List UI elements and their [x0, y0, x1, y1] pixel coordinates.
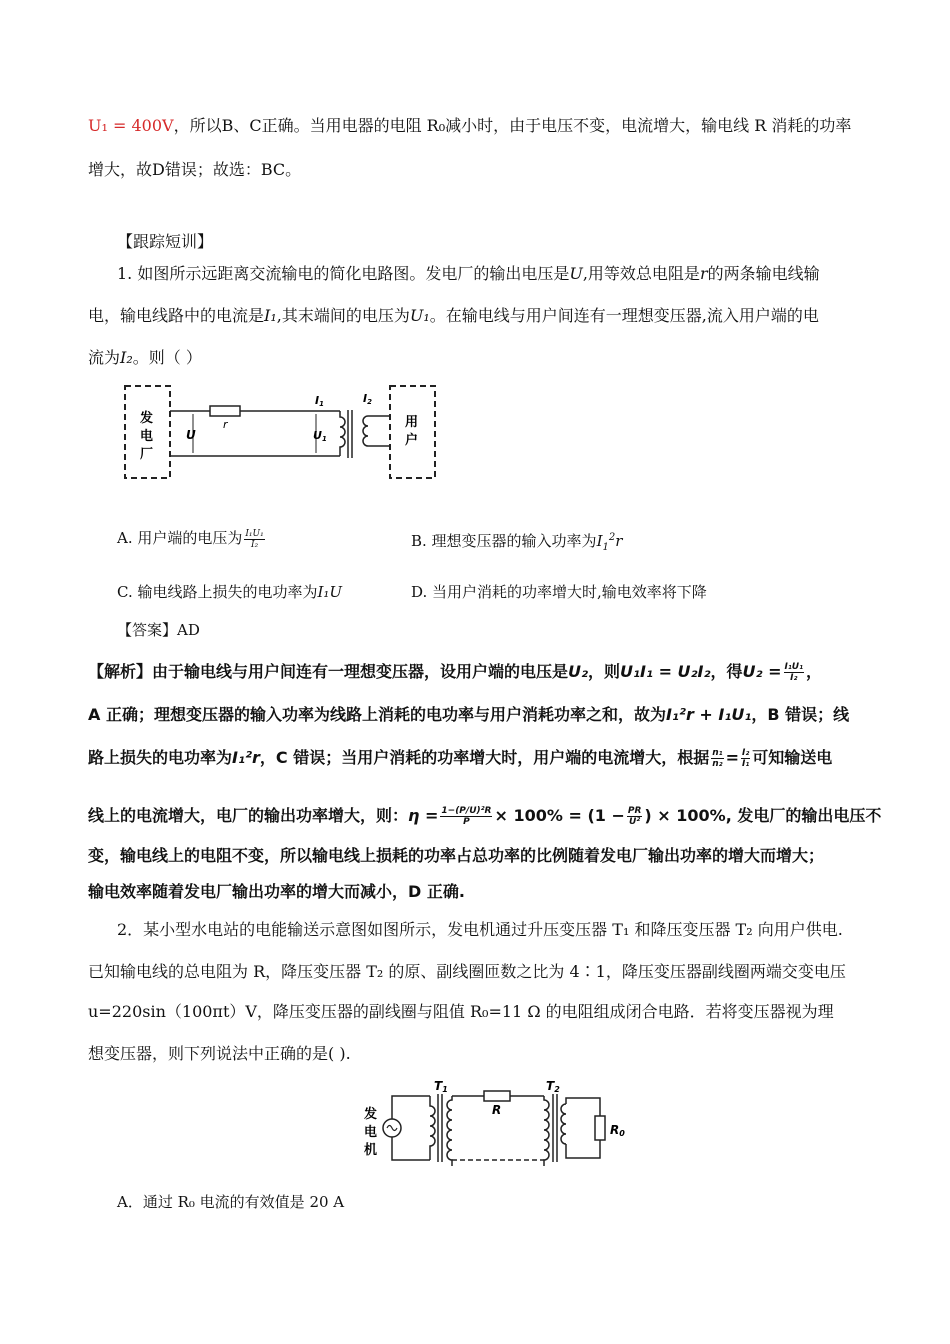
plant-label-1: 发 — [140, 411, 154, 426]
u1-expression: U₁ = 400V — [88, 116, 174, 135]
q2-line-3: u=220sin（100πt）V，降压变压器的副线圈与阻值 R₀=11 Ω 的电阻组成闭合电路．若将变压器视为理 — [88, 1002, 834, 1021]
t2-label: T2 — [546, 1079, 560, 1094]
section-title: 【跟踪短训】 — [117, 232, 214, 251]
resistor-r-label: r — [223, 418, 228, 431]
symbol-i2: I₂ — [120, 348, 133, 367]
t2-primary-coil — [544, 1096, 549, 1166]
analysis-line-5: 变，输电线上的电阻不变，所以输电线上损耗的功率占总功率的比例随着发电厂输出功率的增大而增大； — [88, 846, 825, 865]
load-resistor-r0 — [595, 1116, 605, 1140]
analysis-line-2: A 正确；理想变压器的输入功率为线路上消耗的电功率与用户消耗功率之和，故为I₁²r + I₁U₁，B 错误；线 — [88, 705, 850, 724]
current-i1-label: I1 — [315, 394, 324, 408]
q1-text: 。则（ ） — [132, 348, 202, 367]
symbol-u1: U₁ — [409, 306, 430, 325]
symbol-i1: I₁ — [264, 306, 277, 325]
voltage-u1-label: U1 — [313, 429, 327, 443]
q1-text: 1. 如图所示远距离交流输电的简化电路图。发电厂的输出电压是 — [117, 264, 570, 283]
line-resistor-r — [484, 1091, 510, 1101]
t2-secondary-coil — [561, 1104, 566, 1144]
q1-option-a — [117, 528, 267, 550]
t1-secondary-coil — [447, 1096, 452, 1166]
voltage-u-label: U — [186, 428, 196, 442]
option-b-expr: r — [615, 532, 623, 550]
generator-label-2: 电 — [364, 1125, 378, 1140]
symbol-r: r — [699, 264, 708, 283]
q2-line-2: 已知输电线的总电阻为 R，降压变压器 T₂ 的原、副线圈匝数之比为 4∶1，降压变压器副线圈两端交变电压 — [88, 962, 846, 981]
q1-text: 电，输电线路中的电流是 — [88, 306, 265, 325]
q1-text: ,其末端间的电压为 — [276, 306, 410, 325]
option-c-expr: I₁U — [317, 583, 343, 601]
q1-line-1 — [117, 264, 820, 284]
q1-answer: 【答案】AD — [117, 621, 200, 639]
q2-option-a: A．通过 R₀ 电流的有效值是 20 A — [117, 1193, 345, 1211]
line-resistor-label: R — [492, 1103, 502, 1117]
option-a-text: A. 用户端的电压为 — [117, 529, 243, 547]
q1-text: ,用等效总电阻是 — [582, 264, 700, 283]
q1-line-3 — [88, 348, 202, 368]
generator-label-1: 发 — [364, 1107, 378, 1122]
user-label-1: 用 — [405, 415, 419, 430]
load-resistor-label: R0 — [610, 1123, 625, 1138]
resistor-r — [210, 406, 240, 416]
secondary-coil — [363, 416, 368, 446]
q2-line-4: 想变压器，则下列说法中正确的是( ). — [88, 1044, 351, 1063]
q2-circuit-diagram — [360, 1078, 640, 1168]
q1-option-d: D. 当用户消耗的功率增大时,输电效率将下降 — [411, 583, 707, 601]
t1-label: T1 — [434, 1079, 448, 1094]
current-i2-label: I2 — [363, 392, 372, 406]
q2-line-1: 2．某小型水电站的电能输送示意图如图所示，发电机通过升压变压器 T₁ 和降压变压器 T₂ 向用户供电. — [117, 920, 843, 939]
q1-circuit-diagram — [120, 382, 440, 482]
top-line-1-text: ，所以B、C正确。当用电器的电阻 R₀减小时，由于电压不变，电流增大，输电线 R 消耗的功率 — [173, 116, 852, 135]
primary-coil — [340, 411, 345, 456]
plant-label-3: 厂 — [140, 447, 154, 462]
q1-option-c — [117, 582, 342, 602]
analysis-line-6: 输电效率随着发电厂输出功率的增大而减小，D 正确. — [88, 882, 465, 901]
symbol-u: U — [569, 264, 583, 283]
q1-text: 。在输电线与用户间连有一理想变压器,流入用户端的电 — [429, 306, 819, 325]
user-box — [390, 386, 435, 478]
top-line-2: 增大，故D错误；故选：BC。 — [88, 160, 302, 179]
q1-option-b: B. 理想变压器的输入功率为$I_1^2r$ — [411, 532, 623, 553]
plant-label-2: 电 — [140, 429, 154, 444]
t1-primary-coil — [430, 1096, 435, 1160]
q1-text: 流为 — [88, 348, 121, 367]
user-label-2: 户 — [405, 433, 419, 448]
option-a-fraction: $\frac{\text{I₁U₁}}{\text{I₂}}$ — [245, 528, 264, 550]
analysis-line-3: 路上损失的电功率为I₁²r，C 错误；当用户消耗的功率增大时，用户端的电流增大，根据 $\frac{\text{n₁}}{\text{n₂}}$ = $\frac{\text{I₂}}{\text{I₁}}$ 可知输送电 — [88, 748, 833, 769]
option-b-text: B. 理想变压器的输入功率为 — [411, 532, 597, 550]
analysis-line-4: 线上的电流增大，电厂的输出功率增大，则：η = $\frac{\text{1−(P/U)²R}}{P}$ × 100% = (1 − $\frac{PR}{\text{U²}}$ ) × 100%, 发电厂的输出电压不 — [88, 806, 882, 827]
option-c-text: C. 输电线路上损失的电功率为 — [117, 583, 318, 601]
top-line-1 — [88, 116, 851, 136]
generator-label-3: 机 — [364, 1143, 378, 1158]
q1-text: 的两条输电线输 — [707, 264, 820, 283]
analysis-line-1: 【解析】由于输电线与用户间连有一理想变压器，设用户端的电压是U₂，则U₁I₁ = U₂I₂，得U₂ = $\frac{\text{I₁U₁}}{\text{I₂}}$ ， — [88, 662, 823, 683]
q1-line-2 — [88, 306, 819, 326]
